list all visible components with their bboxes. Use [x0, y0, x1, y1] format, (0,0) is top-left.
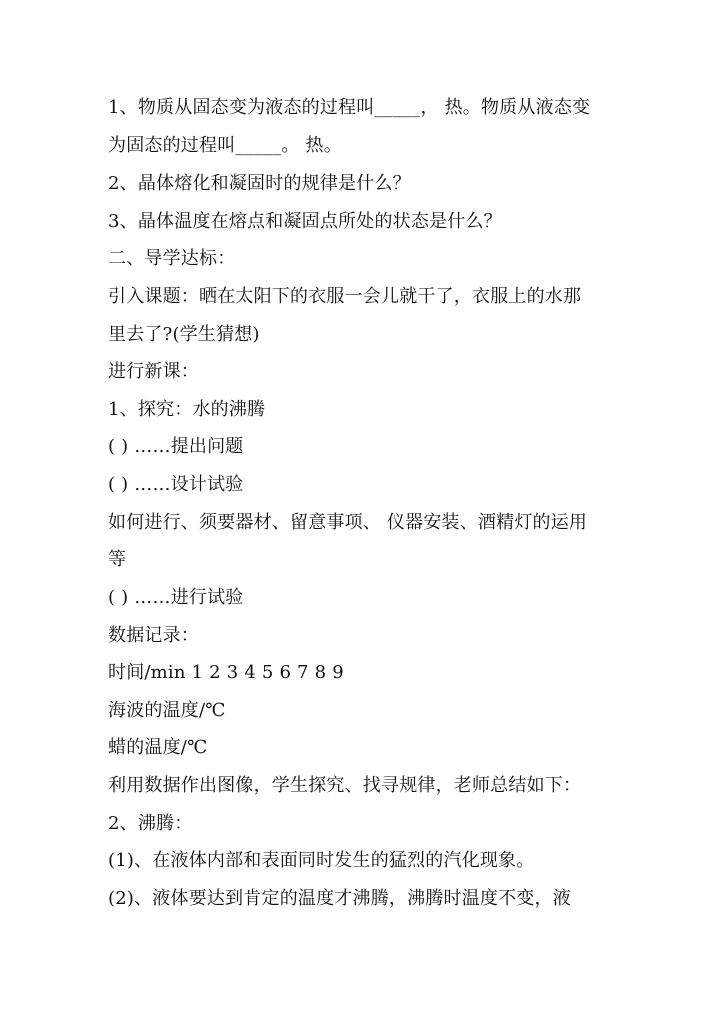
text-line-7: 里去了?(学生猜想)	[108, 324, 260, 345]
text-line-18: 蜡的温度/℃	[108, 737, 208, 758]
text-line-10: ( ) ……提出问题	[108, 436, 244, 457]
text-line-14: ( ) ……进行试验	[108, 587, 244, 608]
text-line-16: 时间/min 1 2 3 4 5 6 7 8 9	[108, 662, 344, 683]
text-line-13: 等	[108, 549, 127, 570]
text-line-1: 1、物质从固态变为液态的过程叫_____， 热。物质从液态变	[108, 97, 591, 118]
section-heading: 二、导学达标：	[108, 248, 236, 269]
text-line-3: 2、晶体熔化和凝固时的规律是什么？	[108, 173, 411, 194]
text-line-19: 利用数据作出图像，学生探究、找寻规律，老师总结如下：	[108, 775, 582, 796]
text-line-21: (1)、在液体内部和表面同时发生的猛烈的汽化现象。	[108, 850, 535, 871]
text-line-6: 引入课题：晒在太阳下的衣服一会儿就干了，衣服上的水那	[108, 286, 582, 307]
text-line-8: 进行新课：	[108, 361, 199, 382]
text-line-11: ( ) ……设计试验	[108, 474, 244, 495]
text-line-4: 3、晶体温度在熔点和凝固点所处的状态是什么？	[108, 211, 502, 232]
text-line-20: 2、沸腾：	[108, 813, 193, 834]
text-line-17: 海波的温度/℃	[108, 700, 226, 721]
text-line-12: 如何进行、须要器材、留意事项、 仪器安装、酒精灯的运用	[108, 512, 588, 533]
text-line-15: 数据记录：	[108, 625, 199, 646]
text-line-9: 1、探究：水的沸腾	[108, 399, 266, 420]
text-line-22: (2)、液体要达到肯定的温度才沸腾，沸腾时温度不变，液	[108, 888, 571, 909]
text-line-2: 为固态的过程叫_____。 热。	[108, 135, 342, 156]
